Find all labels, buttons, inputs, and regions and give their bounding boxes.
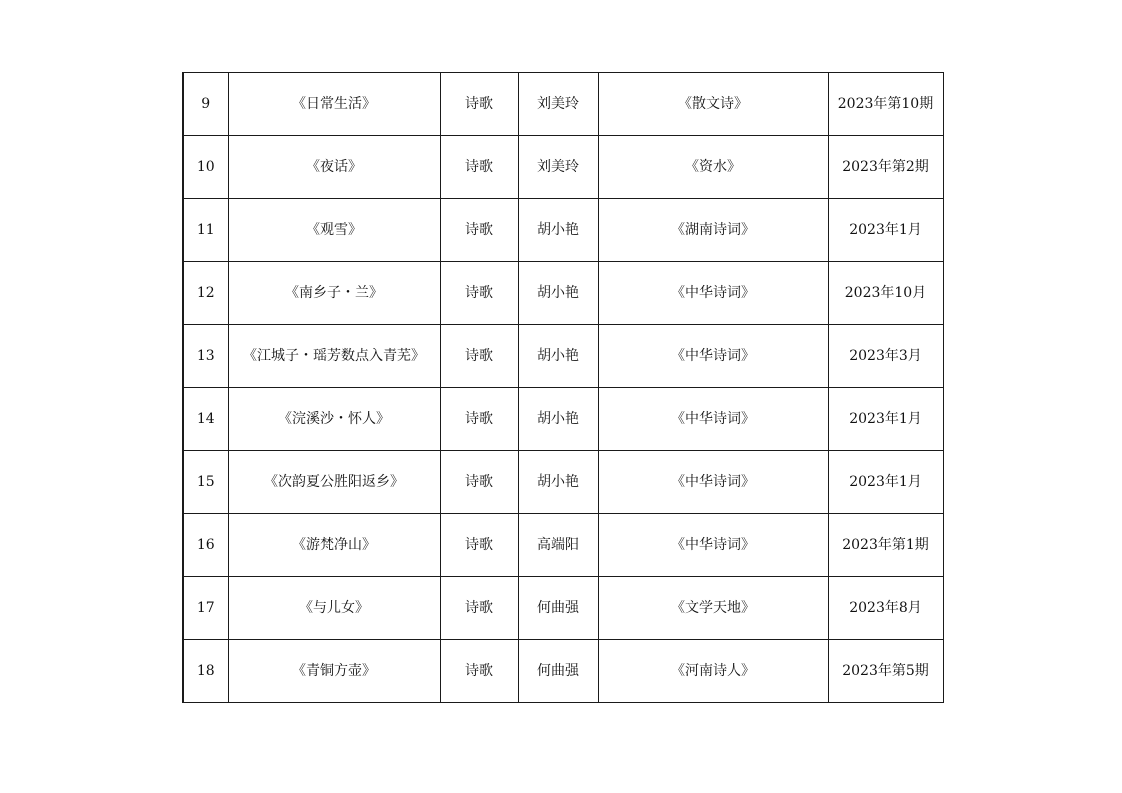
publications-table	[182, 72, 944, 703]
cell-number: 16	[183, 514, 228, 577]
cell-author: 胡小艳	[518, 199, 598, 262]
cell-genre: 诗歌	[440, 451, 518, 514]
cell-journal: 《中华诗词》	[598, 325, 828, 388]
table-row	[183, 325, 943, 388]
cell-genre: 诗歌	[440, 325, 518, 388]
cell-title: 《青铜方壶》	[228, 640, 440, 703]
cell-number: 9	[183, 73, 228, 136]
cell-journal: 《中华诗词》	[598, 388, 828, 451]
cell-title: 《日常生活》	[228, 73, 440, 136]
cell-date: 2023年第10期	[828, 73, 943, 136]
cell-journal: 《河南诗人》	[598, 640, 828, 703]
cell-number: 10	[183, 136, 228, 199]
cell-date: 2023年第5期	[828, 640, 943, 703]
cell-author: 何曲强	[518, 640, 598, 703]
cell-date: 2023年第1期	[828, 514, 943, 577]
cell-genre: 诗歌	[440, 388, 518, 451]
cell-number: 14	[183, 388, 228, 451]
table-row	[183, 577, 943, 640]
cell-author: 胡小艳	[518, 262, 598, 325]
cell-title: 《游梵净山》	[228, 514, 440, 577]
cell-number: 12	[183, 262, 228, 325]
table-body	[183, 73, 943, 703]
table-row	[183, 640, 943, 703]
cell-author: 胡小艳	[518, 325, 598, 388]
cell-date: 2023年第2期	[828, 136, 943, 199]
cell-title: 《观雪》	[228, 199, 440, 262]
cell-date: 2023年1月	[828, 388, 943, 451]
table-row	[183, 388, 943, 451]
cell-genre: 诗歌	[440, 136, 518, 199]
table-row	[183, 73, 943, 136]
cell-journal: 《资水》	[598, 136, 828, 199]
cell-date: 2023年1月	[828, 451, 943, 514]
cell-journal: 《文学天地》	[598, 577, 828, 640]
cell-number: 15	[183, 451, 228, 514]
cell-title: 《江城子・瑶芳数点入青芜》	[228, 325, 440, 388]
cell-date: 2023年3月	[828, 325, 943, 388]
cell-date: 2023年10月	[828, 262, 943, 325]
cell-author: 刘美玲	[518, 73, 598, 136]
cell-title: 《夜话》	[228, 136, 440, 199]
cell-number: 13	[183, 325, 228, 388]
cell-genre: 诗歌	[440, 73, 518, 136]
table-row	[183, 514, 943, 577]
cell-genre: 诗歌	[440, 199, 518, 262]
table-row	[183, 262, 943, 325]
cell-title: 《与儿女》	[228, 577, 440, 640]
cell-genre: 诗歌	[440, 640, 518, 703]
cell-title: 《南乡子・兰》	[228, 262, 440, 325]
table-row	[183, 199, 943, 262]
cell-author: 胡小艳	[518, 388, 598, 451]
cell-date: 2023年1月	[828, 199, 943, 262]
cell-genre: 诗歌	[440, 514, 518, 577]
cell-journal: 《湖南诗词》	[598, 199, 828, 262]
cell-genre: 诗歌	[440, 577, 518, 640]
cell-title: 《次韵夏公胜阳返乡》	[228, 451, 440, 514]
cell-genre: 诗歌	[440, 262, 518, 325]
table-row	[183, 136, 943, 199]
cell-date: 2023年8月	[828, 577, 943, 640]
cell-journal: 《散文诗》	[598, 73, 828, 136]
cell-author: 胡小艳	[518, 451, 598, 514]
cell-author: 何曲强	[518, 577, 598, 640]
cell-number: 17	[183, 577, 228, 640]
cell-number: 11	[183, 199, 228, 262]
cell-author: 刘美玲	[518, 136, 598, 199]
cell-author: 高端阳	[518, 514, 598, 577]
cell-journal: 《中华诗词》	[598, 514, 828, 577]
cell-title: 《浣溪沙・怀人》	[228, 388, 440, 451]
table-row	[183, 451, 943, 514]
cell-journal: 《中华诗词》	[598, 262, 828, 325]
cell-journal: 《中华诗词》	[598, 451, 828, 514]
cell-number: 18	[183, 640, 228, 703]
